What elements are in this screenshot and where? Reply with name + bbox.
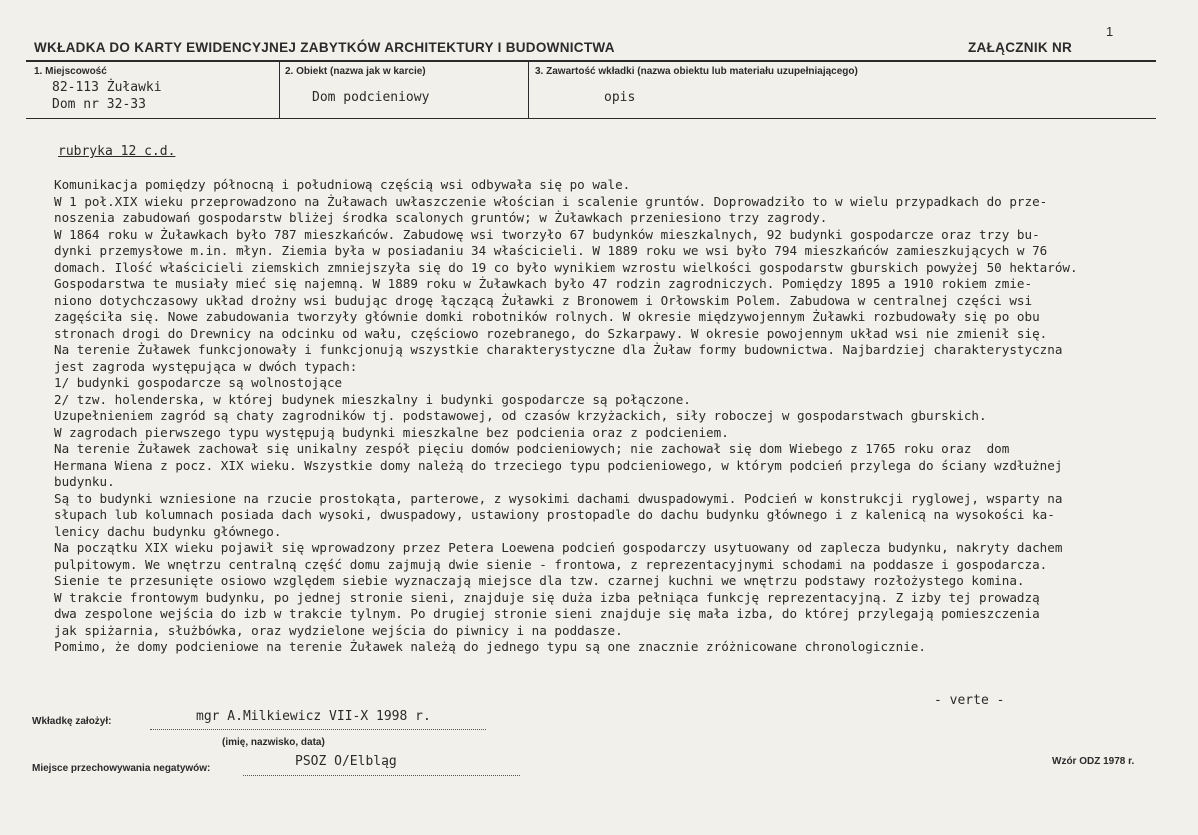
body-line: Na początku XIX wieku pojawił się wprowadzony przez Petera Loewena podcień gospodarczy usytuowany od zaplecza budynku, nakryty dachem	[54, 540, 1063, 555]
body-line: Gospodarstwa te musiały mieć się najemną. W 1889 roku w Żuławkach było 47 rodzin zagrodniczych. Pomiędzy 1895 a 1910 rokiem zmie-	[54, 276, 1033, 291]
header-divider	[26, 60, 1156, 62]
field-separator	[528, 62, 529, 118]
body-line: W trakcie frontowym budynku, po jednej stronie sieni, znajduje się duża izba pełniąca funkcję reprezentacyjną. Z izby tej prowadzą	[54, 589, 1040, 605]
body-line: stronach drogi do Drewnicy na odcinku od wału, częściowo rozebranego, do Szkarpawy. W okresie powojennym układ wsi nie zmienił się.	[54, 325, 1048, 341]
body-line: Na terenie Żuławek zachował się unikalny zespół pięciu domów podcieniowych; nie zachował się dom Wiebego z 1765 roku oraz dom	[54, 441, 1010, 456]
body-line: dwa zespolone wejścia do izb w trakcie tylnym. Po drugiej stronie sieni znajduje się mała izba, do której przylegają pomieszczenia	[54, 606, 1040, 621]
locality-line-2: Dom nr 32-33	[52, 97, 146, 112]
page-number: 1	[1106, 24, 1114, 39]
author-value: mgr A.Milkiewicz VII-X 1998 r.	[196, 709, 431, 724]
storage-label: Miejsce przechowywania negatywów:	[32, 763, 211, 774]
body-line: Komunikacja pomiędzy północną i południową częścią wsi odbywała się po wale.	[54, 177, 631, 192]
body-line: Pomimo, że domy podcieniowe na terenie Żuławek należą do jednego typu są one znacznie zróżnicowane chronologicznie.	[54, 639, 926, 654]
section-heading: rubryka 12 c.d.	[58, 144, 176, 159]
content-label: 3. Zawartość wkładki (nazwa obiektu lub materiału uzupełniającego)	[535, 66, 858, 77]
body-line: niono dotychczasowy układ drożny wsi budując drogę łączącą Żuławki z Bronowem i Orłowskim Polem. Zabudowa w centralnej części wsi	[54, 292, 1033, 308]
author-label: Wkładkę założył:	[32, 716, 112, 727]
body-line: 2/ tzw. holenderska, w której budynek mieszkalny i budynki gospodarcze są połączone.	[54, 391, 691, 407]
storage-dotted-line	[243, 775, 520, 776]
author-dotted-line	[150, 729, 486, 730]
form-note: Wzór ODZ 1978 r.	[1052, 756, 1135, 767]
verte-note: - verte -	[934, 693, 1005, 708]
form-title: WKŁADKA DO KARTY EWIDENCYJNEJ ZABYTKÓW ARCHITEKTURY I BUDOWNICTWA	[34, 40, 615, 55]
body-line: dynki przemysłowe m.in. młyn. Ziemia była w posiadaniu 34 właścicieli. W 1889 roku we wsi było 794 mieszkańców zamieszkujących w 76	[54, 243, 1048, 258]
body-line: W 1864 roku w Żuławkach było 787 mieszkańców. Zabudowę wsi tworzyło 67 budynków mieszkalnych, 92 budynki gospodarcze oraz trzy bu-	[54, 226, 1040, 242]
body-line: pulpitowym. We wnętrzu centralną część domu zajmują dwie sienie - frontowa, z reprezentacyjnymi schodami na poddasze i gospodarcza.	[54, 556, 1048, 572]
body-line: domach. Ilość właścicieli ziemskich zmniejszyła się do 19 co było wynikiem wzrostu wielkości gospodarstw gburskich powyżej 50 hektarów.	[54, 259, 1078, 275]
body-line: Uzupełnieniem zagród są chaty zagrodników tj. podstawowej, od czasów krzyżackich, siły roboczej w gospodarstwach gburskich.	[54, 408, 987, 423]
object-label: 2. Obiekt (nazwa jak w karcie)	[285, 66, 426, 77]
fields-bottom-rule	[26, 118, 1156, 119]
body-line: Hermana Wiena z pocz. XIX wieku. Wszystkie domy należą do trzeciego typu podcieniowego, w którym podcień przylega do ściany wzdłużnej	[54, 457, 1063, 473]
body-line: jest zagroda występująca w dwóch typach:	[54, 358, 358, 374]
body-text	[54, 177, 1154, 656]
body-line: słupach lub kolumnach posiada dach wysoki, dwuspadowy, ustawiony prostopadle do dachu budynku głównego i z kalenicą na wysokości ka-	[54, 507, 1055, 522]
body-line: Są to budynki wzniesione na rzucie prostokąta, parterowe, z wysokimi dachami dwuspadowymi. Podcień w konstrukcji ryglowej, wsparty na	[54, 490, 1063, 506]
storage-value: PSOZ O/Elbląg	[295, 754, 397, 769]
body-line: zagęściła się. Nowe zabudowania tworzyły głównie domki robotników rolnych. W okresie międzywojennym Żuławki rozbudowały się po obu	[54, 309, 1040, 324]
field-separator	[279, 62, 280, 118]
body-line: W zagrodach pierwszego typu występują budynki mieszkalne bez podcienia oraz z podcieniem.	[54, 424, 729, 440]
locality-label: 1. Miejscowość	[34, 66, 107, 77]
annex-label: ZAŁĄCZNIK NR	[968, 40, 1073, 55]
body-line: W 1 poł.XIX wieku przeprowadzono na Żuławach uwłaszczenie włościan i scalenie gruntów. Doprowadziło to w wielu przypadkach do prze-	[54, 193, 1048, 209]
body-line: jak spiżarnia, służbówka, oraz wydzielone wejścia do piwnicy i na poddasze.	[54, 622, 623, 638]
body-line: 1/ budynki gospodarcze są wolnostojące	[54, 375, 343, 390]
locality-line-1: 82-113 Żuławki	[52, 80, 162, 95]
body-line: lenicy dachu budynku głównego.	[54, 523, 282, 539]
body-line: Sienie te przesunięte osiowo względem siebie wyznaczają miejsce dla tzw. czarnej kuchni we wnętrzu podstawy rozłożystego komina.	[54, 573, 1025, 588]
author-caption: (imię, nazwisko, data)	[222, 737, 325, 748]
body-line: budynku.	[54, 474, 115, 489]
body-line: noszenia zabudowań gospodarstw bliżej środka scalonych gruntów; w Żuławkach przeniesiono trzy zagrody.	[54, 210, 828, 225]
object-value: Dom podcieniowy	[312, 90, 430, 105]
body-line: Na terenie Żuławek funkcjonowały i funkcjonują wszystkie charakterystyczne dla Żuław formy budownictwa. Najbardziej charakterystyczna	[54, 342, 1063, 357]
content-value: opis	[604, 90, 636, 105]
